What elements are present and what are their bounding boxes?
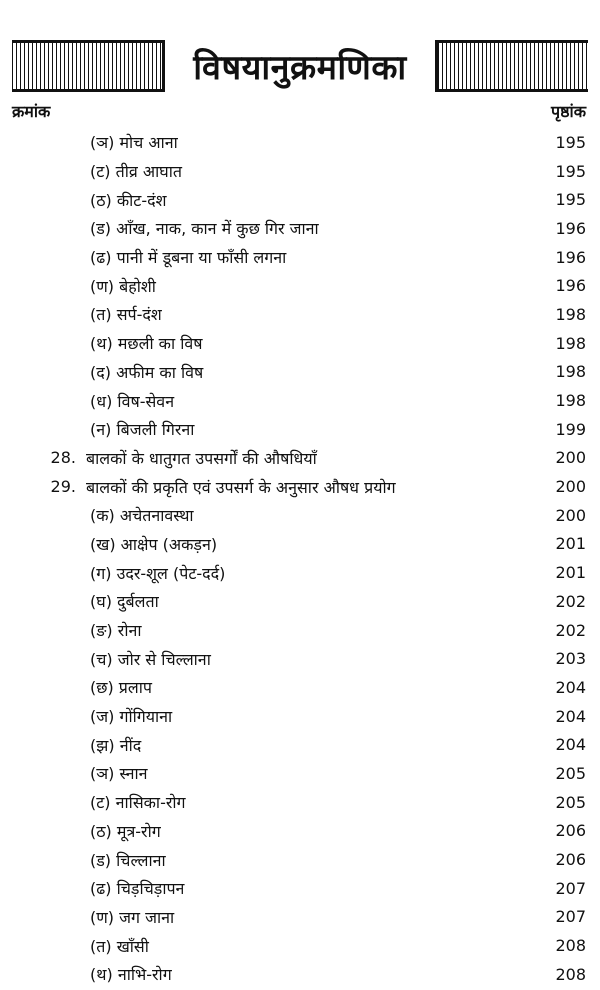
- page-column-heading: पृष्ठांक: [551, 102, 586, 121]
- entry-page-number: 207: [555, 878, 586, 898]
- entry-label: [90, 820, 161, 842]
- entry-marker: (द): [90, 362, 111, 382]
- entry-page-number: 195: [555, 161, 586, 181]
- entry-marker: (ट): [90, 162, 111, 182]
- entry-page-number: 198: [555, 333, 586, 353]
- entry-label: [90, 562, 225, 584]
- entry-text: बालकों की प्रकृति एवं उपसर्ग के अनुसार औषध प्रयोग: [86, 477, 396, 497]
- entry-marker: (ध): [90, 391, 113, 411]
- toc-entry: [0, 386, 600, 415]
- toc-entry: [0, 702, 600, 731]
- entry-text: चिड़चिड़ापन: [116, 879, 185, 899]
- entry-label: [90, 504, 194, 526]
- entry-page-number: 196: [555, 218, 586, 238]
- entry-label: [90, 877, 184, 899]
- entry-label: [90, 275, 156, 297]
- page-title: विषयानुक्रमणिका: [193, 48, 407, 88]
- toc-entry: [0, 587, 600, 616]
- entry-label: [90, 734, 141, 756]
- entry-page-number: 198: [555, 362, 586, 382]
- toc-entry: [0, 903, 600, 932]
- toc-entry: [0, 530, 600, 559]
- entry-text: जग जाना: [119, 907, 175, 927]
- entry-page-number: 200: [555, 448, 586, 468]
- entry-text: सर्प-दंश: [116, 305, 162, 325]
- entry-text: गोंगियाना: [119, 707, 173, 727]
- toc-entry: [0, 444, 600, 473]
- entry-page-number: 205: [555, 763, 586, 783]
- entry-page-number: 198: [555, 391, 586, 411]
- toc-list: [0, 128, 600, 989]
- entry-text: चिल्लाना: [116, 850, 166, 870]
- entry-text: उदर-शूल (पेट-दर्द): [116, 563, 226, 583]
- toc-entry: [0, 960, 600, 989]
- entry-text: अचेतनावस्था: [119, 506, 194, 526]
- entry-page-number: 208: [555, 964, 586, 984]
- entry-text: स्नान: [119, 764, 148, 784]
- toc-entry: [0, 817, 600, 846]
- entry-page-number: 203: [555, 649, 586, 669]
- entry-label: [90, 246, 286, 268]
- toc-entry: [0, 300, 600, 329]
- toc-entry: [0, 845, 600, 874]
- entry-marker: (ढ): [90, 879, 112, 899]
- entry-text: मोच आना: [119, 133, 178, 153]
- entry-text: दुर्बलता: [117, 592, 159, 612]
- toc-entry: [0, 788, 600, 817]
- entry-page-number: 201: [555, 563, 586, 583]
- entry-page-number: 195: [555, 132, 586, 152]
- entry-text: आक्षेप (अकड़न): [120, 534, 218, 554]
- toc-entry: [0, 329, 600, 358]
- entry-page-number: 196: [555, 247, 586, 267]
- toc-entry: [0, 214, 600, 243]
- entry-label: [90, 361, 203, 383]
- entry-text: कीट-दंश: [116, 190, 167, 210]
- entry-text: मछली का विष: [117, 334, 203, 354]
- entry-page-number: 202: [555, 591, 586, 611]
- entry-label: [90, 189, 167, 211]
- entry-marker: (न): [90, 420, 112, 440]
- toc-entry: [0, 644, 600, 673]
- entry-page-number: 206: [555, 850, 586, 870]
- entry-marker: (ठ): [90, 190, 112, 210]
- entry-page-number: 196: [555, 276, 586, 296]
- header-band: [12, 40, 588, 92]
- entry-label: [90, 676, 152, 698]
- toc-entry: [0, 271, 600, 300]
- entry-marker: (ख): [90, 534, 116, 554]
- entry-text: रोना: [117, 621, 142, 641]
- entry-marker: (त): [90, 936, 112, 956]
- entry-number: 29.: [50, 477, 76, 497]
- entry-marker: (थ): [90, 334, 113, 354]
- toc-entry: [0, 730, 600, 759]
- entry-label: [86, 447, 317, 469]
- entry-label: [90, 705, 172, 727]
- hatch-left-decoration: [12, 43, 162, 89]
- entry-text: खाँसी: [116, 936, 149, 956]
- entry-page-number: 204: [555, 735, 586, 755]
- entry-marker: (त): [90, 305, 112, 325]
- entry-page-number: 200: [555, 505, 586, 525]
- entry-page-number: 198: [555, 304, 586, 324]
- entry-label: [90, 849, 166, 871]
- entry-text: विष-सेवन: [117, 391, 175, 411]
- toc-entry: [0, 759, 600, 788]
- entry-marker: (झ): [90, 735, 115, 755]
- entry-label: [90, 762, 147, 784]
- entry-marker: (ड): [90, 850, 112, 870]
- entry-marker: (ग): [90, 563, 112, 583]
- entry-text: बेहोशी: [119, 276, 156, 296]
- entry-marker: (ण): [90, 276, 115, 296]
- toc-entry: [0, 616, 600, 645]
- entry-label: [90, 906, 174, 928]
- entry-page-number: 206: [555, 821, 586, 841]
- hatch-right-decoration: [438, 43, 588, 89]
- entry-label: [90, 533, 217, 555]
- toc-entry: [0, 243, 600, 272]
- entry-page-number: 204: [555, 677, 586, 697]
- title-box: [162, 40, 438, 92]
- entry-page-number: 204: [555, 706, 586, 726]
- entry-marker: (ट): [90, 793, 111, 813]
- toc-entry: [0, 415, 600, 444]
- entry-page-number: 208: [555, 936, 586, 956]
- entry-label: [90, 160, 182, 182]
- entry-page-number: 202: [555, 620, 586, 640]
- entry-marker: (ज): [90, 707, 115, 727]
- entry-text: प्रलाप: [118, 678, 152, 698]
- entry-label: [90, 619, 142, 641]
- entry-marker: (छ): [90, 678, 114, 698]
- entry-page-number: 207: [555, 907, 586, 927]
- entry-text: अफीम का विष: [116, 362, 204, 382]
- entry-marker: (ञ): [90, 133, 115, 153]
- entry-marker: (ङ): [90, 621, 113, 641]
- entry-text: तीव्र आघात: [115, 162, 182, 182]
- entry-marker: (घ): [90, 592, 112, 612]
- toc-entry: [0, 358, 600, 387]
- entry-label: [90, 332, 202, 354]
- entry-text: नाभि-रोग: [117, 965, 172, 985]
- toc-entry: [0, 673, 600, 702]
- toc-entry: [0, 157, 600, 186]
- entry-marker: (ण): [90, 907, 115, 927]
- entry-text: मूत्र-रोग: [116, 821, 161, 841]
- toc-entry: [0, 128, 600, 157]
- toc-entry: [0, 874, 600, 903]
- entry-page-number: 195: [555, 190, 586, 210]
- toc-entry: [0, 472, 600, 501]
- entry-marker: (ड): [90, 219, 112, 239]
- entry-text: पानी में डूबना या फाँसी लगना: [116, 248, 287, 268]
- toc-entry: [0, 931, 600, 960]
- entry-page-number: 200: [555, 477, 586, 497]
- entry-text: बालकों के धातुगत उपसर्गों की औषधियाँ: [86, 448, 317, 468]
- entry-label: [90, 418, 194, 440]
- entry-label: [90, 963, 172, 985]
- entry-marker: (ञ): [90, 764, 115, 784]
- toc-entry: [0, 185, 600, 214]
- entry-marker: (क): [90, 506, 115, 526]
- entry-label: [90, 935, 149, 957]
- entry-text: आँख, नाक, कान में कुछ गिर जाना: [116, 219, 319, 239]
- entry-label: [90, 303, 162, 325]
- entry-label: [90, 590, 159, 612]
- entry-label: [90, 131, 178, 153]
- toc-entry: [0, 501, 600, 530]
- entry-number: 28.: [50, 448, 76, 468]
- entry-page-number: 199: [555, 419, 586, 439]
- serial-column-heading: क्रमांक: [12, 102, 51, 121]
- entry-page-number: 205: [555, 792, 586, 812]
- entry-label: [90, 390, 174, 412]
- toc-entry: [0, 558, 600, 587]
- entry-label: [86, 476, 396, 498]
- entry-text: बिजली गिरना: [116, 420, 195, 440]
- entry-label: [90, 217, 319, 239]
- entry-marker: (च): [90, 649, 113, 669]
- entry-text: नासिका-रोग: [115, 793, 186, 813]
- entry-marker: (ढ): [90, 248, 112, 268]
- entry-marker: (ठ): [90, 821, 112, 841]
- entry-label: [90, 648, 211, 670]
- entry-text: जोर से चिल्लाना: [117, 649, 211, 669]
- entry-label: [90, 791, 186, 813]
- entry-page-number: 201: [555, 534, 586, 554]
- entry-text: नींद: [119, 735, 142, 755]
- entry-marker: (थ): [90, 965, 113, 985]
